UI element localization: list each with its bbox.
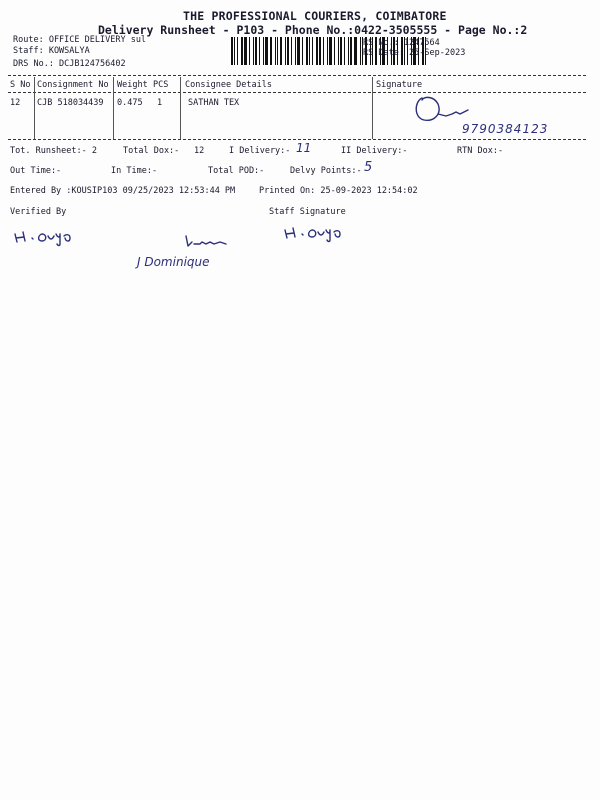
- total-dox: Total Dox:-: [123, 146, 180, 156]
- barcode-bar: [338, 37, 339, 65]
- barcode-bar: [277, 37, 278, 65]
- barcode-bar: [231, 37, 233, 65]
- printed-on: Printed On: 25-09-2023 12:54:02: [259, 186, 418, 196]
- in-time: In Time:-: [111, 166, 158, 176]
- column-divider: [34, 77, 35, 139]
- barcode-bar: [340, 37, 342, 65]
- drs-number: DRS No.: DCJB124756402: [13, 59, 126, 69]
- barcode-bar: [237, 37, 238, 65]
- divider: [8, 92, 586, 93]
- barcode-bar: [249, 37, 250, 65]
- header-pcs: PCS: [153, 80, 169, 90]
- handwritten-phone: 9790384123: [462, 122, 549, 136]
- barcode-bar: [291, 37, 292, 65]
- barcode-bar: [327, 37, 328, 65]
- barcode-bar: [287, 37, 289, 65]
- barcode-bar: [323, 37, 324, 65]
- column-divider: [113, 77, 114, 139]
- barcode-bar: [244, 37, 247, 65]
- header-weight: Weight: [117, 80, 148, 90]
- row-consignment: CJB 518034439: [37, 98, 104, 108]
- delvy-points: Delvy Points:-: [290, 166, 362, 176]
- rtn-dox: RTN Dox:-: [457, 146, 504, 156]
- barcode-bar: [255, 37, 257, 65]
- barcode-bar: [344, 37, 345, 65]
- barcode-bar: [316, 37, 318, 65]
- column-divider: [372, 77, 373, 139]
- staff-label: Staff: KOWSALYA: [13, 46, 90, 56]
- rs-date: RS Date: 25-Sep-2023: [363, 48, 466, 58]
- header-consignment: Consignment No: [37, 80, 109, 90]
- divider: [8, 139, 586, 140]
- barcode-bar: [319, 37, 321, 65]
- row-weight: 0.475: [117, 98, 143, 108]
- header-signature: Signature: [376, 80, 423, 90]
- barcode-bar: [295, 37, 296, 65]
- barcode-bar: [265, 37, 268, 65]
- barcode-bar: [275, 37, 276, 65]
- staff-signature: [282, 222, 366, 244]
- barcode-bar: [259, 37, 260, 65]
- rs-number: RS No.: 1247564: [363, 38, 440, 48]
- row-pcs: 1: [157, 98, 163, 108]
- barcode-bar: [280, 37, 282, 65]
- runsheet-title: Delivery Runsheet - P103 - Phone No.:0422-3505555 - Page No.:2: [98, 23, 528, 37]
- barcode-bar: [302, 37, 303, 65]
- verified-by-label: Verified By: [10, 207, 67, 217]
- handwritten-name: J Dominique: [137, 255, 210, 269]
- route-label: Route: OFFICE DELIVERY sul: [13, 35, 147, 45]
- total-dox-value: 12: [194, 146, 205, 156]
- column-divider: [180, 77, 181, 139]
- initials-signature: [180, 232, 230, 252]
- row-sno: 12: [10, 98, 21, 108]
- staff-signature-label: Staff Signature: [269, 207, 346, 217]
- verifier-signature: [12, 226, 96, 248]
- barcode-bar: [297, 37, 300, 65]
- barcode-bar: [354, 37, 357, 65]
- out-time: Out Time:-: [10, 166, 62, 176]
- barcode-bar: [263, 37, 264, 65]
- header-sno: S No: [10, 80, 31, 90]
- barcode-bar: [270, 37, 272, 65]
- barcode-bar: [241, 37, 243, 65]
- i-delivery: I Delivery:-: [229, 146, 291, 156]
- row-consignee: SATHAN TEX: [188, 98, 240, 108]
- barcode-bar: [312, 37, 313, 65]
- company-title: THE PROFESSIONAL COURIERS, COIMBATORE: [183, 9, 447, 23]
- barcode-bar: [253, 37, 254, 65]
- barcode-bar: [306, 37, 308, 65]
- barcode-bar: [348, 37, 349, 65]
- barcode-bar: [334, 37, 335, 65]
- ii-delivery: II Delivery:-: [341, 146, 408, 156]
- barcode-bar: [285, 37, 286, 65]
- barcode-bar: [350, 37, 352, 65]
- delvy-points-handwritten: 5: [364, 160, 373, 175]
- header-consignee: Consignee Details: [185, 80, 272, 90]
- total-pod: Total POD:-: [208, 166, 265, 176]
- divider: [8, 75, 586, 76]
- entered-by: Entered By :KOUSIP103 09/25/2023 12:53:44 PM: [10, 186, 236, 196]
- barcode-bar: [234, 37, 235, 65]
- barcode-bar: [360, 37, 361, 65]
- barcode-bar: [309, 37, 310, 65]
- i-delivery-handwritten: 11: [296, 141, 312, 155]
- barcode-bar: [329, 37, 332, 65]
- total-runsheet: Tot. Runsheet:- 2: [10, 146, 97, 156]
